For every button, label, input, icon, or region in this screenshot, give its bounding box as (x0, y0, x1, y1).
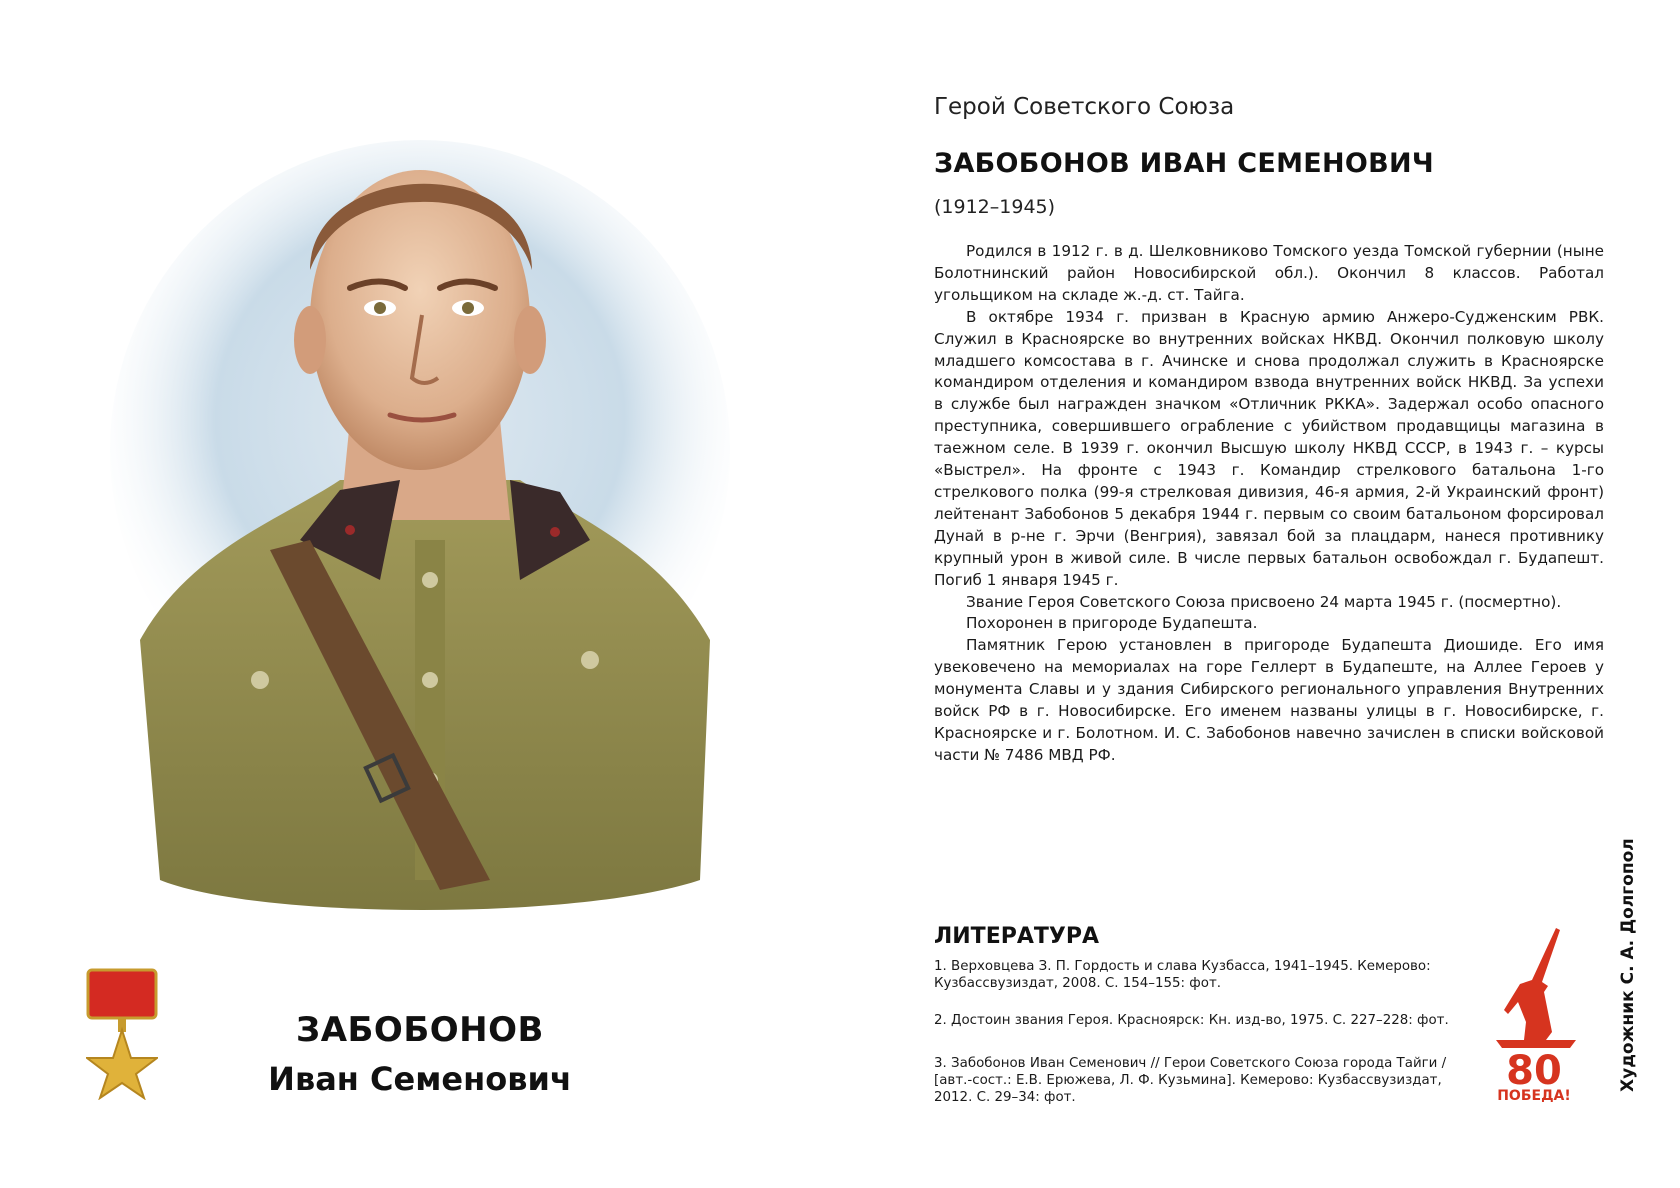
biography-text (934, 241, 1604, 767)
bio-paragraph: Памятник Герою установлен в пригороде Будапешта Диошиде. Его имя увековечено на мемориалах на горе Геллерт в Будапеште, на Аллее Героев у монумента Славы и у здания Сибирского регионального управления Внутренних войск РФ в г. Новосибирске. Его именем названы улицы в г. Новосибирске, г. Красноярске и г. Болотном. И. С. Забобонов навечно зачислен в списки войсковой части № 7486 МВД РФ. (934, 636, 1604, 764)
series-title: Герой Советского Союза (934, 94, 1235, 120)
literature-item: 2. Достоин звания Героя. Красноярск: Кн. изд-во, 1975. С. 227–228: фот. (934, 1013, 1449, 1028)
literature-list (934, 958, 1454, 1126)
bio-paragraph: Похоронен в пригороде Будапешта. (966, 614, 1258, 633)
artist-credit: Художник С. А. Долгопол (1618, 838, 1638, 1092)
hero-portrait (100, 120, 750, 940)
bio-paragraph: В октябре 1934 г. призван в Красную армию Анжеро-Судженским РВК. Служил в Красноярске во внутренних войсках НКВД. Окончил полковую школу младшего комсостава в г. Ачинске и снова продолжал служить в Красноярске командиром отделения и командиром взвода внутренних войск НКВД. За успехи в службе был награжден значком «Отличник РККА». Задержал особо опасного преступника, совершившего ограбление с убийством продавщицы магазина в таежном селе. В 1939 г. окончил Высшую школу НКВД СССР, в 1943 г. – курсы «Выстрел». На фронте с 1943 г. Командир стрелкового батальона 1-го стрелкового полка (99-я стрелковая дивизия, 46-я армия, 2-й Украинский фронт) лейтенант Забобонов 5 декабря 1944 г. первым со своим батальоном форсировал Дунай в р-не г. Эрчи (Венгрия), завязал бой за плацдарм, нанеся противнику крупный урон в живой силе. В числе первых батальон освобождал г. Будапешт. Погиб 1 января 1945 г. (934, 307, 1604, 589)
caption-given-name: Иван Семенович (268, 1060, 572, 1098)
hero-name-heading: ЗАБОБОНОВ ИВАН СЕМЕНОВИЧ (934, 148, 1435, 179)
gold-star-medal-icon (86, 968, 158, 1100)
literature-heading: ЛИТЕРАТУРА (934, 924, 1099, 949)
hero-life-years: (1912–1945) (934, 196, 1056, 218)
bio-paragraph: Родился в 1912 г. в д. Шелковниково Томского уезда Томской губернии (ныне Болотнинский район Новосибирской обл.). Окончил 8 классов. Работал угольщиком на складе ж.-д. ст. Тайга. (934, 242, 1604, 304)
bio-paragraph: Звание Героя Советского Союза присвоено 24 марта 1945 г. (посмертно). (966, 592, 1562, 611)
logo-number: 80 (1506, 1048, 1562, 1094)
literature-item: 3. Забобонов Иван Семенович // Герои Советского Союза города Тайги / [авт.-сост.: Е.В. Ерюжева, Л. Ф. Кузьмина]. Кемерово: Кузбассвузиздат, 2012. С. 29–34: фот. (934, 1056, 1447, 1105)
caption-surname: ЗАБОБОНОВ (296, 1010, 544, 1050)
watercolor-portrait-image (100, 120, 750, 940)
victory-80-logo (1486, 922, 1582, 1102)
literature-item: 1. Верховцева З. П. Гордость и слава Кузбасса, 1941–1945. Кемерово: Кузбассвузиздат, 2008. С. 154–155: фот. (934, 959, 1431, 991)
logo-word: ПОБЕДА! (1497, 1088, 1571, 1102)
